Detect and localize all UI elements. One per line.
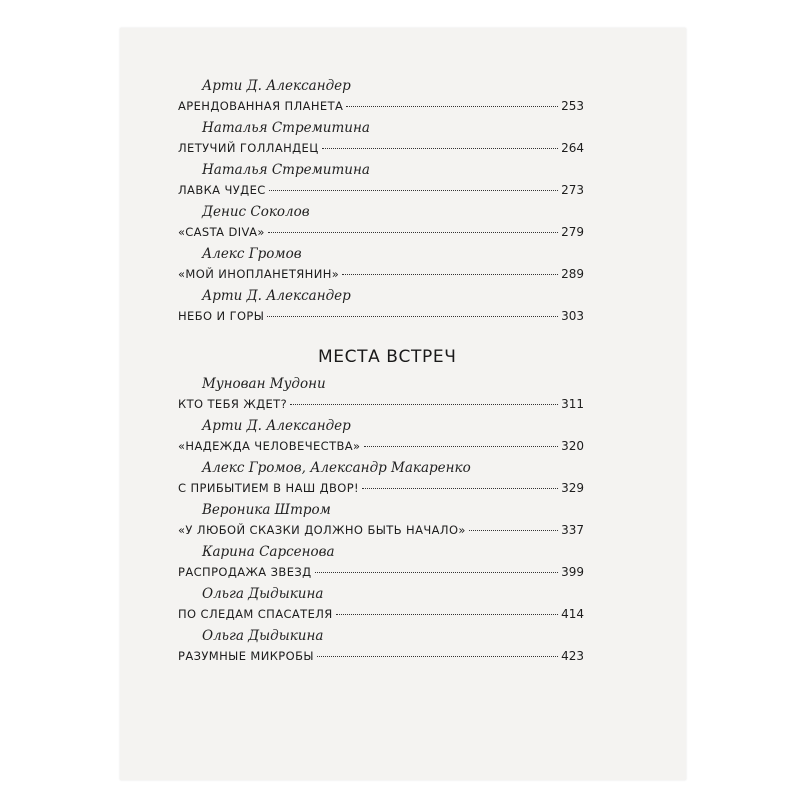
- toc-page-number: 414: [561, 607, 584, 621]
- toc-page-number: 399: [561, 565, 584, 579]
- toc-line: [178, 262, 584, 286]
- toc-entry: [178, 286, 584, 328]
- dot-leader: [362, 488, 558, 489]
- toc-entry: [178, 500, 584, 542]
- dot-leader: [342, 274, 558, 275]
- toc-entry: [178, 202, 584, 244]
- toc-page-number: 273: [561, 183, 584, 197]
- toc-page-number: 303: [561, 309, 584, 323]
- toc-page-number: 423: [561, 649, 584, 663]
- toc-author: Карина Сарсенова: [202, 544, 335, 560]
- toc-author: Мунован Мудони: [202, 376, 326, 392]
- toc-entry: [178, 626, 584, 668]
- dot-leader: [322, 148, 559, 149]
- toc-author: Арти Д. Александер: [202, 78, 351, 94]
- toc-title: ПО СЛЕДАМ СПАСАТЕЛЯ: [178, 607, 333, 621]
- toc-page-number: 320: [561, 439, 584, 453]
- dot-leader: [268, 232, 558, 233]
- toc-page-number: 253: [561, 99, 584, 113]
- toc-line: [178, 476, 584, 500]
- dot-leader: [336, 614, 558, 615]
- toc-title: РАЗУМНЫЕ МИКРОБЫ: [178, 649, 314, 663]
- toc-entry: [178, 458, 584, 500]
- toc-author: Денис Соколов: [202, 204, 310, 220]
- toc-title: «CASTA DIVA»: [178, 225, 265, 239]
- toc-author: Вероника Штром: [202, 502, 331, 518]
- toc-title: «У ЛЮБОЙ СКАЗКИ ДОЛЖНО БЫТЬ НАЧАЛО»: [178, 523, 466, 537]
- dot-leader: [315, 572, 559, 573]
- dot-leader: [267, 316, 558, 317]
- toc-title: С ПРИБЫТИЕМ В НАШ ДВОР!: [178, 481, 360, 495]
- toc-line: [178, 220, 584, 244]
- toc-title: ЛЕТУЧИЙ ГОЛЛАНДЕЦ: [178, 141, 319, 155]
- toc-page-number: 279: [561, 225, 584, 239]
- toc-entry: [178, 416, 584, 458]
- dot-leader: [346, 106, 558, 107]
- toc-line: [178, 392, 584, 416]
- toc-title: РАСПРОДАЖА ЗВЕЗД: [178, 565, 312, 579]
- toc-line: [178, 178, 584, 202]
- toc-author: Ольга Дыдыкина: [202, 586, 324, 602]
- section-heading: МЕСТА ВСТРЕЧ: [318, 347, 457, 367]
- toc-line: [178, 434, 584, 458]
- toc-author: Наталья Стремитина: [202, 120, 370, 136]
- toc-line: [178, 304, 584, 328]
- dot-leader: [469, 530, 558, 531]
- toc-title: «МОЙ ИНОПЛАНЕТЯНИН»: [178, 267, 340, 281]
- toc-title: КТО ТЕБЯ ЖДЕТ?: [178, 397, 288, 411]
- toc-line: [178, 644, 584, 668]
- toc-entry: [178, 584, 584, 626]
- toc-title: НЕБО И ГОРЫ: [178, 309, 265, 323]
- toc-entry: [178, 542, 584, 584]
- toc-title: ЛАВКА ЧУДЕС: [178, 183, 266, 197]
- toc-line: [178, 518, 584, 542]
- toc-author: Наталья Стремитина: [202, 162, 370, 178]
- toc-author: Алекс Громов: [202, 246, 302, 262]
- toc-page-number: 311: [561, 397, 584, 411]
- dot-leader: [364, 446, 559, 447]
- toc-author: Арти Д. Александер: [202, 418, 351, 434]
- toc-title: «НАДЕЖДА ЧЕЛОВЕЧЕСТВА»: [178, 439, 361, 453]
- toc-entry: [178, 76, 584, 118]
- dot-leader: [290, 404, 558, 405]
- toc-line: [178, 136, 584, 160]
- toc-page-number: 329: [561, 481, 584, 495]
- toc-line: [178, 94, 584, 118]
- toc-line: [178, 602, 584, 626]
- toc-page-number: 337: [561, 523, 584, 537]
- toc-author: Арти Д. Александер: [202, 288, 351, 304]
- toc-page-number: 264: [561, 141, 584, 155]
- toc-entry: [178, 160, 584, 202]
- toc-page-number: 289: [561, 267, 584, 281]
- toc-entry: [178, 118, 584, 160]
- toc-author: Ольга Дыдыкина: [202, 628, 324, 644]
- toc-author: Алекс Громов, Александр Макаренко: [202, 460, 471, 476]
- toc-entry: [178, 374, 584, 416]
- toc-line: [178, 560, 584, 584]
- dot-leader: [269, 190, 558, 191]
- table-of-contents: [178, 76, 584, 668]
- toc-title: АРЕНДОВАННАЯ ПЛАНЕТА: [178, 99, 344, 113]
- toc-entry: [178, 244, 584, 286]
- dot-leader: [317, 656, 558, 657]
